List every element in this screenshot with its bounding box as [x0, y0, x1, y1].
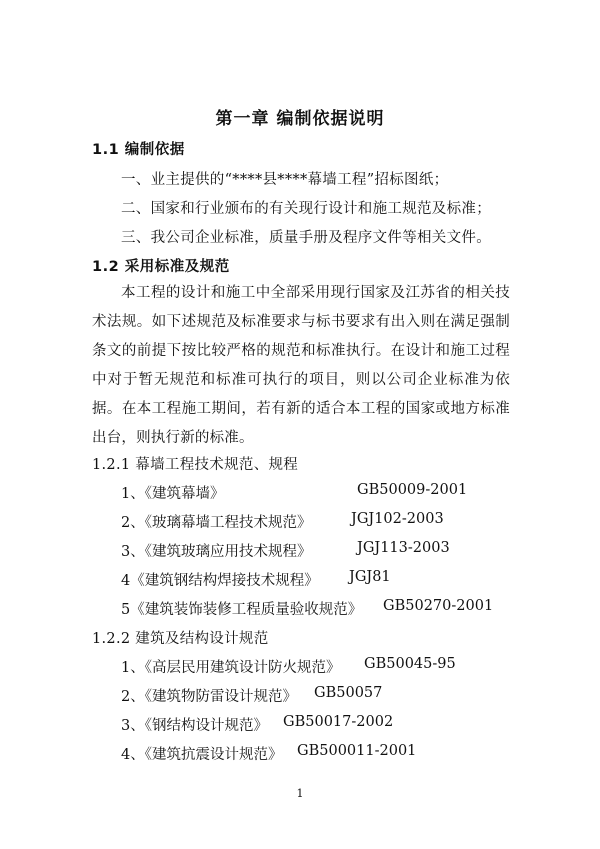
page-number: 1 — [296, 787, 304, 800]
standard-code: JGJ102-2003 — [351, 511, 444, 527]
standard-name: 4、《建筑抗震设计规范》 — [121, 747, 283, 763]
standards-paragraph: 本工程的设计和施工中全部采用现行国家及江苏省的相关技术法规。如下述规范及标准要求与标书要求有出入则在满足强制条文的前提下按比较严格的规范和标准执行。在设计和施工过程中对于暂无规范和标准可执行的项目，则以公司企业标准为依据。在本工程施工期间，若有新的适合本工程的国家或地方标准出台，则执行新的标准。 — [92, 285, 510, 446]
standard-code: GB50057 — [314, 685, 383, 701]
basis-item-2: 二、国家和行业颁布的有关现行设计和施工规范及标准； — [121, 201, 491, 217]
subsection-heading-1-2-2: 1.2.2 建筑及结构设计规范 — [92, 631, 269, 647]
standard-name: 4《建筑钢结构焊接技术规程》 — [121, 573, 319, 589]
standard-code: GB50270-2001 — [383, 598, 494, 614]
standard-name: 3、《钢结构设计规范》 — [121, 718, 268, 734]
basis-item-3: 三、我公司企业标准，质量手册及程序文件等相关文件。 — [121, 230, 491, 246]
standard-name: 2、《玻璃幕墙工程技术规范》 — [121, 515, 312, 531]
standard-code: GB50045-95 — [364, 656, 456, 672]
standard-code: GB50017-2002 — [283, 714, 394, 730]
section-heading-1-1: 1.1 编制依据 — [92, 142, 185, 158]
subsection-heading-1-2-1: 1.2.1 幕墙工程技术规范、规程 — [92, 457, 299, 473]
standard-code: JGJ113-2003 — [357, 540, 450, 556]
standard-name: 1、《建筑幕墙》 — [121, 486, 225, 502]
standard-name: 3、《建筑玻璃应用技术规程》 — [121, 544, 312, 560]
standard-name: 1、《高层民用建筑设计防火规范》 — [121, 660, 341, 676]
standard-code: GB50009-2001 — [357, 482, 468, 498]
section-heading-1-2: 1.2 采用标准及规范 — [92, 259, 230, 275]
standard-name: 2、《建筑物防雷设计规范》 — [121, 689, 297, 705]
standard-name: 5《建筑装饰装修工程质量验收规范》 — [121, 602, 363, 618]
basis-item-1: 一、业主提供的“****县****幕墙工程”招标图纸； — [121, 172, 449, 188]
chapter-title: 第一章 编制依据说明 — [215, 109, 385, 129]
standard-code: JGJ81 — [349, 569, 391, 585]
standard-code: GB500011-2001 — [297, 743, 417, 759]
